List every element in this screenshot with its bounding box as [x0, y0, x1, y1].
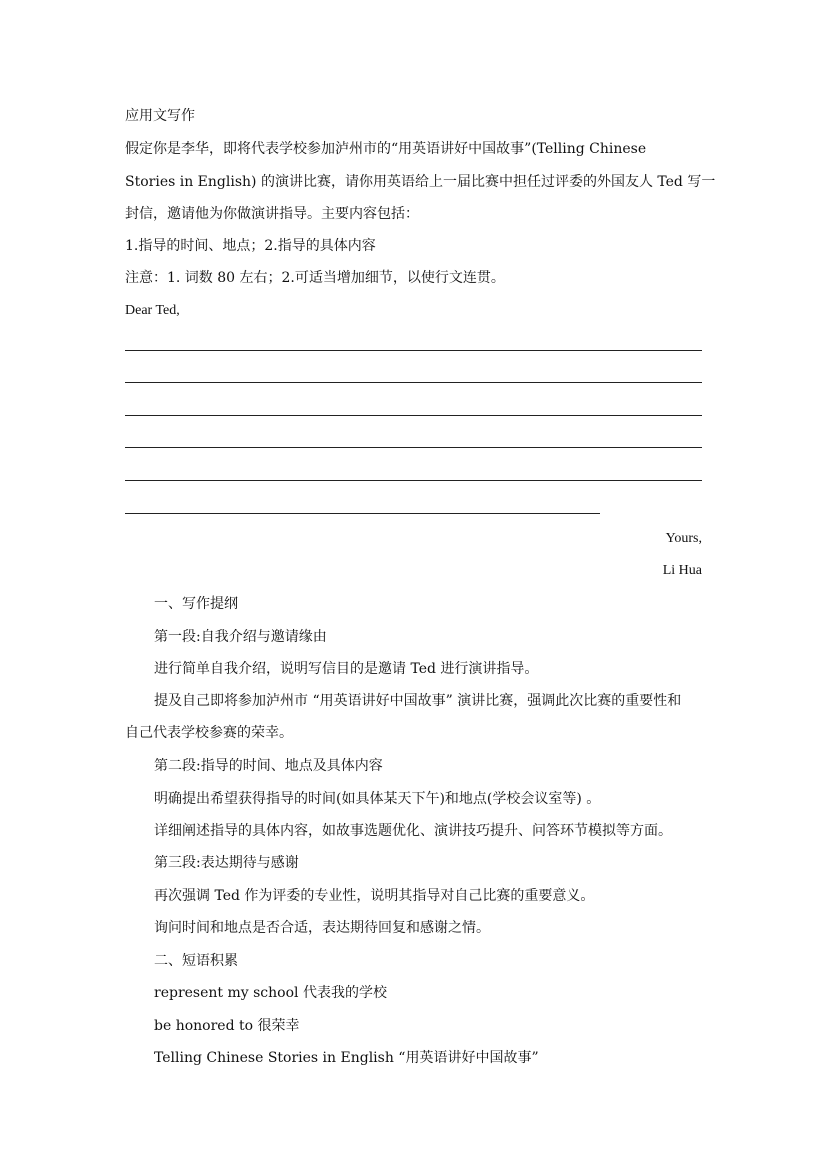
phrase-item-3: Telling Chinese Stories in English “用英语讲好中国故事”	[154, 1050, 539, 1066]
phrase-item-2: be honored to 很荣幸	[154, 1018, 300, 1034]
outline-para1-point-2: 提及自己即将参加泸州市 “用英语讲好中国故事” 演讲比赛，强调此次比赛的重要性和	[154, 693, 682, 709]
answer-line-1	[125, 350, 702, 351]
phrases-section-title: 二、短语积累	[154, 953, 238, 969]
answer-line-4	[125, 447, 702, 448]
outline-section-title: 一、写作提纲	[154, 596, 238, 612]
outline-para1-point-1: 进行简单自我介绍，说明写信目的是邀请 Ted 进行演讲指导。	[154, 661, 539, 677]
outline-para3-point-2: 询问时间和地点是否合适，表达期待回复和感谢之情。	[154, 920, 490, 936]
task-heading: 应用文写作	[125, 108, 195, 124]
letter-greeting: Dear Ted,	[125, 303, 180, 318]
outline-para2-title: 第二段:指导的时间、地点及具体内容	[154, 758, 383, 774]
phrase-item-1: represent my school 代表我的学校	[154, 985, 387, 1001]
prompt-requirements: 1.指导的时间、地点；2.指导的具体内容	[125, 238, 376, 254]
answer-line-3	[125, 415, 702, 416]
outline-para2-point-1: 明确提出希望获得指导的时间(如具体某天下午)和地点(学校会议室等) 。	[154, 791, 601, 807]
prompt-line-2: Stories in English) 的演讲比赛，请你用英语给上一届比赛中担任过评委的外国友人 Ted 写一	[125, 174, 716, 190]
answer-line-5	[125, 480, 702, 481]
outline-para3-point-1: 再次强调 Ted 作为评委的专业性，说明其指导对自己比赛的重要意义。	[154, 888, 595, 904]
prompt-line-3: 封信，邀请他为你做演讲指导。主要内容包括：	[125, 206, 419, 222]
outline-para2-point-2: 详细阐述指导的具体内容，如故事选题优化、演讲技巧提升、问答环节模拟等方面。	[154, 823, 672, 839]
letter-signature: Li Hua	[662, 563, 702, 578]
prompt-notes: 注意：1. 词数 80 左右；2.可适当增加细节，以使行文连贯。	[125, 270, 505, 286]
outline-para1-title: 第一段:自我介绍与邀请缘由	[154, 629, 327, 645]
letter-closing: Yours,	[665, 531, 702, 546]
prompt-line-1: 假定你是李华，即将代表学校参加泸州市的“用英语讲好中国故事”(Telling Chinese	[125, 141, 647, 157]
outline-para3-title: 第三段:表达期待与感谢	[154, 855, 299, 871]
answer-line-6	[125, 513, 600, 514]
answer-line-2	[125, 382, 702, 383]
outline-para1-point-2-cont: 自己代表学校参赛的荣幸。	[125, 725, 293, 741]
